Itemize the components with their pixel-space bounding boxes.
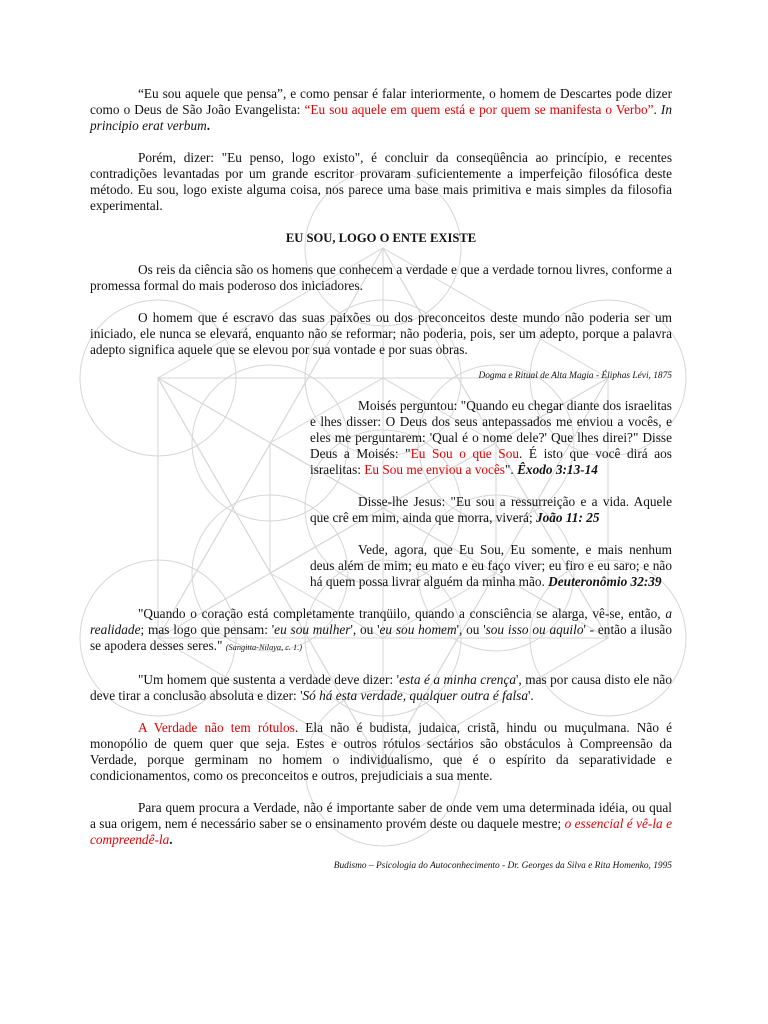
citation-eliphas-levi: Dogma e Ritual de Alta Magia - Éliphas Lévi, 1875 [478, 371, 672, 381]
red-phrase-rotulos: A Verdade não tem rótulos [138, 720, 295, 735]
paragraph-verdade-rotulos: A Verdade não tem rótulos. Ela não é budista, judaica, cristã, hindu ou muçulmana. Não é monopólio de quem quer que seja. Estes e outros rótulos sectários são obstáculos à Compreensão da Verdade, porque germinam no homem o individualismo, que é o espírito da separatividade e condicionamentos, como os preconceitos e outros, prejudiciais a sua mente. [90, 720, 672, 783]
scripture-joao: Disse-lhe Jesus: "Eu sou a ressurreição e a vida. Aquele que crê em mim, ainda que morra, viverá; João 11: 25 [310, 494, 672, 525]
paragraph-minha-crenca: "Um homem que sustenta a verdade deve dizer: 'esta é a minha crença', mas por causa disto ele não deve tirar a conclusão absoluta e dizer: 'Só há esta verdade, qualquer outra é falsa'. [90, 672, 672, 703]
paragraph-procura-verdade: Para quem procura a Verdade, não é importante saber de onde vem uma determinada idéia, ou qual a sua origem, nem é necessário saber se o ensinamento provém deste ou daquele mestre; o essencial é vê-la e compreendê-la. [90, 800, 672, 847]
citation-budismo: Budismo – Psicologia do Autoconhecimento - Dr. Georges da Silva e Rita Homenko, 1995 [333, 861, 672, 871]
red-quote-verbo: “Eu sou aquele em quem está e por quem se manifesta o Verbo” [304, 102, 654, 117]
scripture-deuteronomio: Vede, agora, que Eu Sou, Eu somente, e mais nenhum deus além de mim; eu mato e eu faço viver; eu firo e eu saro; e não há quem possa livrar alguém da minha mão. Deuteronômio 32:39 [310, 542, 672, 589]
latin-phrase: In principio erat verbum [90, 102, 672, 133]
scripture-reference: João 11: 25 [535, 510, 600, 525]
paragraph-homem-escravo: O homem que é escravo das suas paixões ou dos preconceitos deste mundo não poderia ser um iniciado, ele nunca se elevará, enquanto não se reformar; não poderia, pois, ser um adepto, porque a palavra adepto significa aquele que se elevou por sua vontade e por suas obras. [90, 310, 672, 357]
red-phrase-essencial: o essencial é vê-la e compreendê-la [90, 816, 672, 847]
paragraph-descartes: “Eu sou aquele que pensa”, e como pensar é falar interiormente, o homem de Descartes pode dizer como o Deus de São João Evangelista: “Eu sou aquele em quem está e por quem se manifesta o Verbo”. In principio erat verbum. [90, 86, 672, 133]
scripture-reference: Deuteronômio 32:39 [548, 574, 662, 589]
document-body [90, 86, 672, 888]
scripture-column [310, 398, 672, 590]
paragraph-sangitta: "Quando o coração está completamente tranqüilo, quando a consciência se alarga, vê-se, então, a realidade; mas logo que pensam: 'eu sou mulher', ou 'eu sou homem', ou 'sou isso ou aquilo' - então a ilusão se apodera desses seres." (Sangitta-Nilaya, c. 1.) [90, 606, 672, 653]
section-heading: EU SOU, LOGO O ENTE EXISTE [285, 231, 477, 245]
scripture-reference: Êxodo 3:13-14 [517, 462, 598, 477]
scripture-exodo: Moisés perguntou: "Quando eu chegar diante dos israelitas e lhes disser: O Deus dos seus antepassados me enviou a vocês, e eles me perguntarem: 'Qual é o nome dele?' Que lhes direi?" Disse Deus a Moisés: "Eu Sou o que Sou. É isto que você dirá aos israelitas: Eu Sou me enviou a vocês". Êxodo 3:13-14 [310, 398, 672, 477]
citation-sangitta: (Sangitta-Nilaya, c. 1.) [225, 643, 303, 652]
paragraph-reis-da-ciencia: Os reis da ciência são os homens que conhecem a verdade e que a verdade tornou livres, conforme a promessa formal do mais poderoso dos iniciadores. [90, 262, 672, 293]
paragraph-penso-logo-existo: Porém, dizer: "Eu penso, logo existo", é concluir da conseqüência ao princípio, e recentes contradições levantadas por um grande escritor provaram suficientemente a imperfeição filosófica deste método. Eu sou, logo existe alguma coisa, nos parece uma base mais primitiva e mais simples da filosofia experimental. [90, 150, 672, 213]
